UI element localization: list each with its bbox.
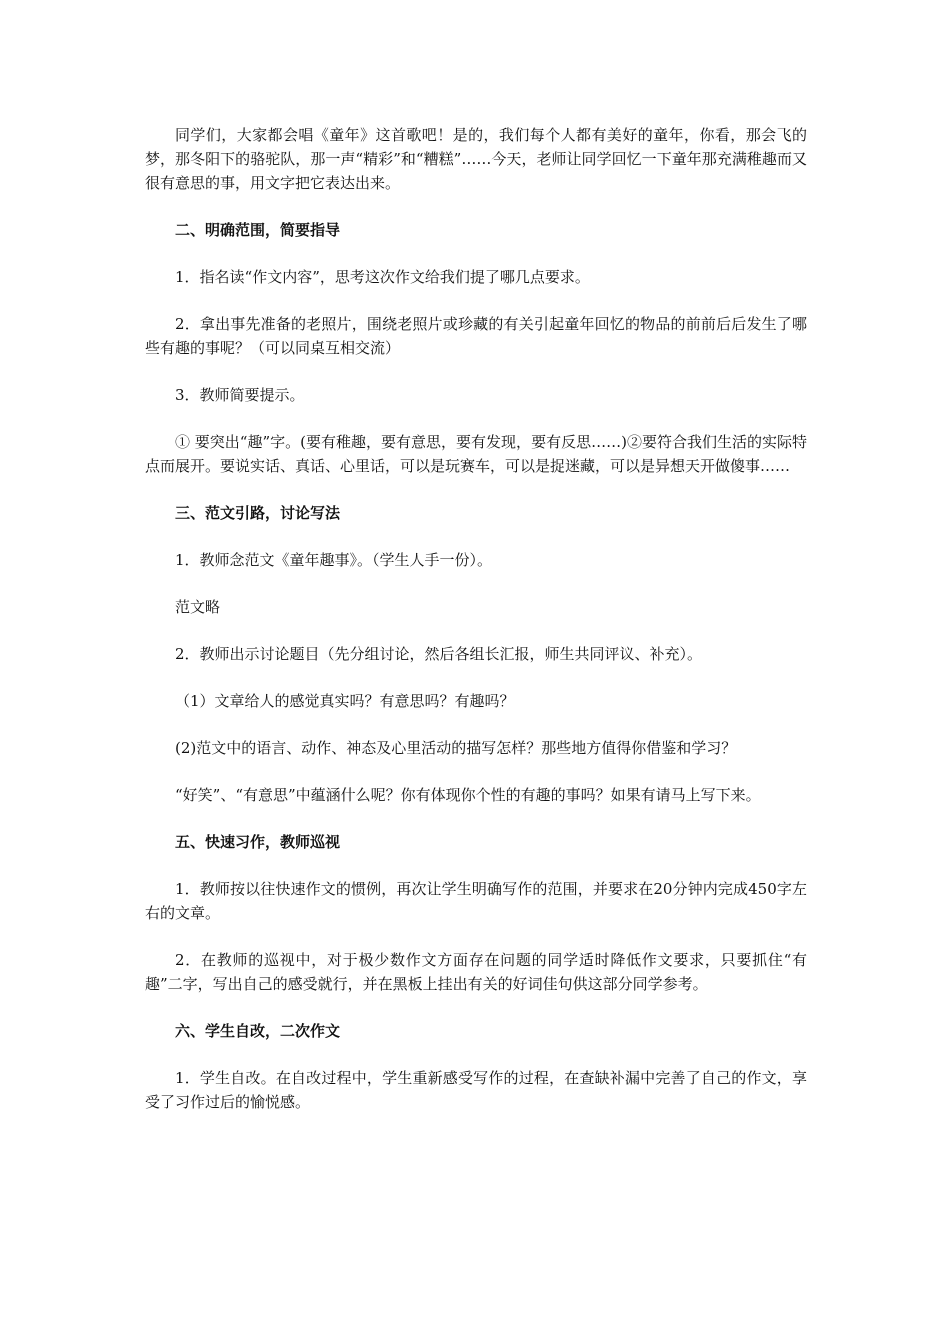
- document-page: [145, 123, 807, 1114]
- paragraph-2-4: ① 要突出“趣”字。(要有稚趣，要有意思，要有发现，要有反思……)②要符合我们生活的实际特点而展开。要说实话、真话、心里话，可以是玩赛车，可以是捉迷藏，可以是异想天开做傻事……: [145, 433, 807, 475]
- section-heading-3: 三、范文引路，讨论写法: [175, 504, 341, 522]
- paragraph-2-1: 1．指名读“作文内容”，思考这次作文给我们提了哪几点要求。: [175, 268, 590, 286]
- section-heading-5: 五、快速习作，教师巡视: [175, 833, 341, 851]
- paragraph-6-1: 1．学生自改。在自改过程中，学生重新感受写作的过程，在查缺补漏中完善了自己的作文，享受了习作过后的愉悦感。: [145, 1069, 807, 1111]
- paragraph-2-3: 3．教师简要提示。: [175, 386, 305, 404]
- paragraph-2-2: 2．拿出事先准备的老照片，围绕老照片或珍藏的有关引起童年回忆的物品的前前后后发生了哪些有趣的事呢？（可以同桌互相交流）: [145, 315, 807, 357]
- section-heading-6: 六、学生自改，二次作文: [175, 1022, 341, 1040]
- paragraph-3-4: （1）文章给人的感觉真实吗？有意思吗？有趣吗？: [175, 692, 515, 710]
- paragraph-3-6: “好笑”、“有意思”中蕴涵什么呢？你有体现你个性的有趣的事吗？如果有请马上写下来。: [175, 786, 761, 804]
- section-heading-2: 二、明确范围，简要指导: [175, 221, 341, 239]
- intro-paragraph: 同学们，大家都会唱《童年》这首歌吧！是的，我们每个人都有美好的童年，你看，那会飞的梦，那冬阳下的骆驼队，那一声“精彩”和“糟糕”……今天，老师让同学回忆一下童年那充满稚趣而又很有意思的事，用文字把它表达出来。: [145, 126, 807, 192]
- paragraph-3-3: 2．教师出示讨论题目（先分组讨论，然后各组长汇报，师生共同评议、补充）。: [175, 645, 703, 663]
- paragraph-5-1: 1．教师按以往快速作文的惯例，再次让学生明确写作的范围，并要求在20分钟内完成450字左右的文章。: [145, 880, 807, 922]
- paragraph-3-1: 1．教师念范文《童年趣事》。（学生人手一份）。: [175, 551, 493, 569]
- paragraph-3-2: 范文略: [175, 598, 221, 616]
- paragraph-3-5: (2)范文中的语言、动作、神态及心里活动的描写怎样？那些地方值得你借鉴和学习？: [175, 739, 737, 757]
- paragraph-5-2: 2．在教师的巡视中，对于极少数作文方面存在问题的同学适时降低作文要求，只要抓住“有趣”二字，写出自己的感受就行，并在黑板上挂出有关的好词佳句供这部分同学参考。: [145, 951, 807, 993]
